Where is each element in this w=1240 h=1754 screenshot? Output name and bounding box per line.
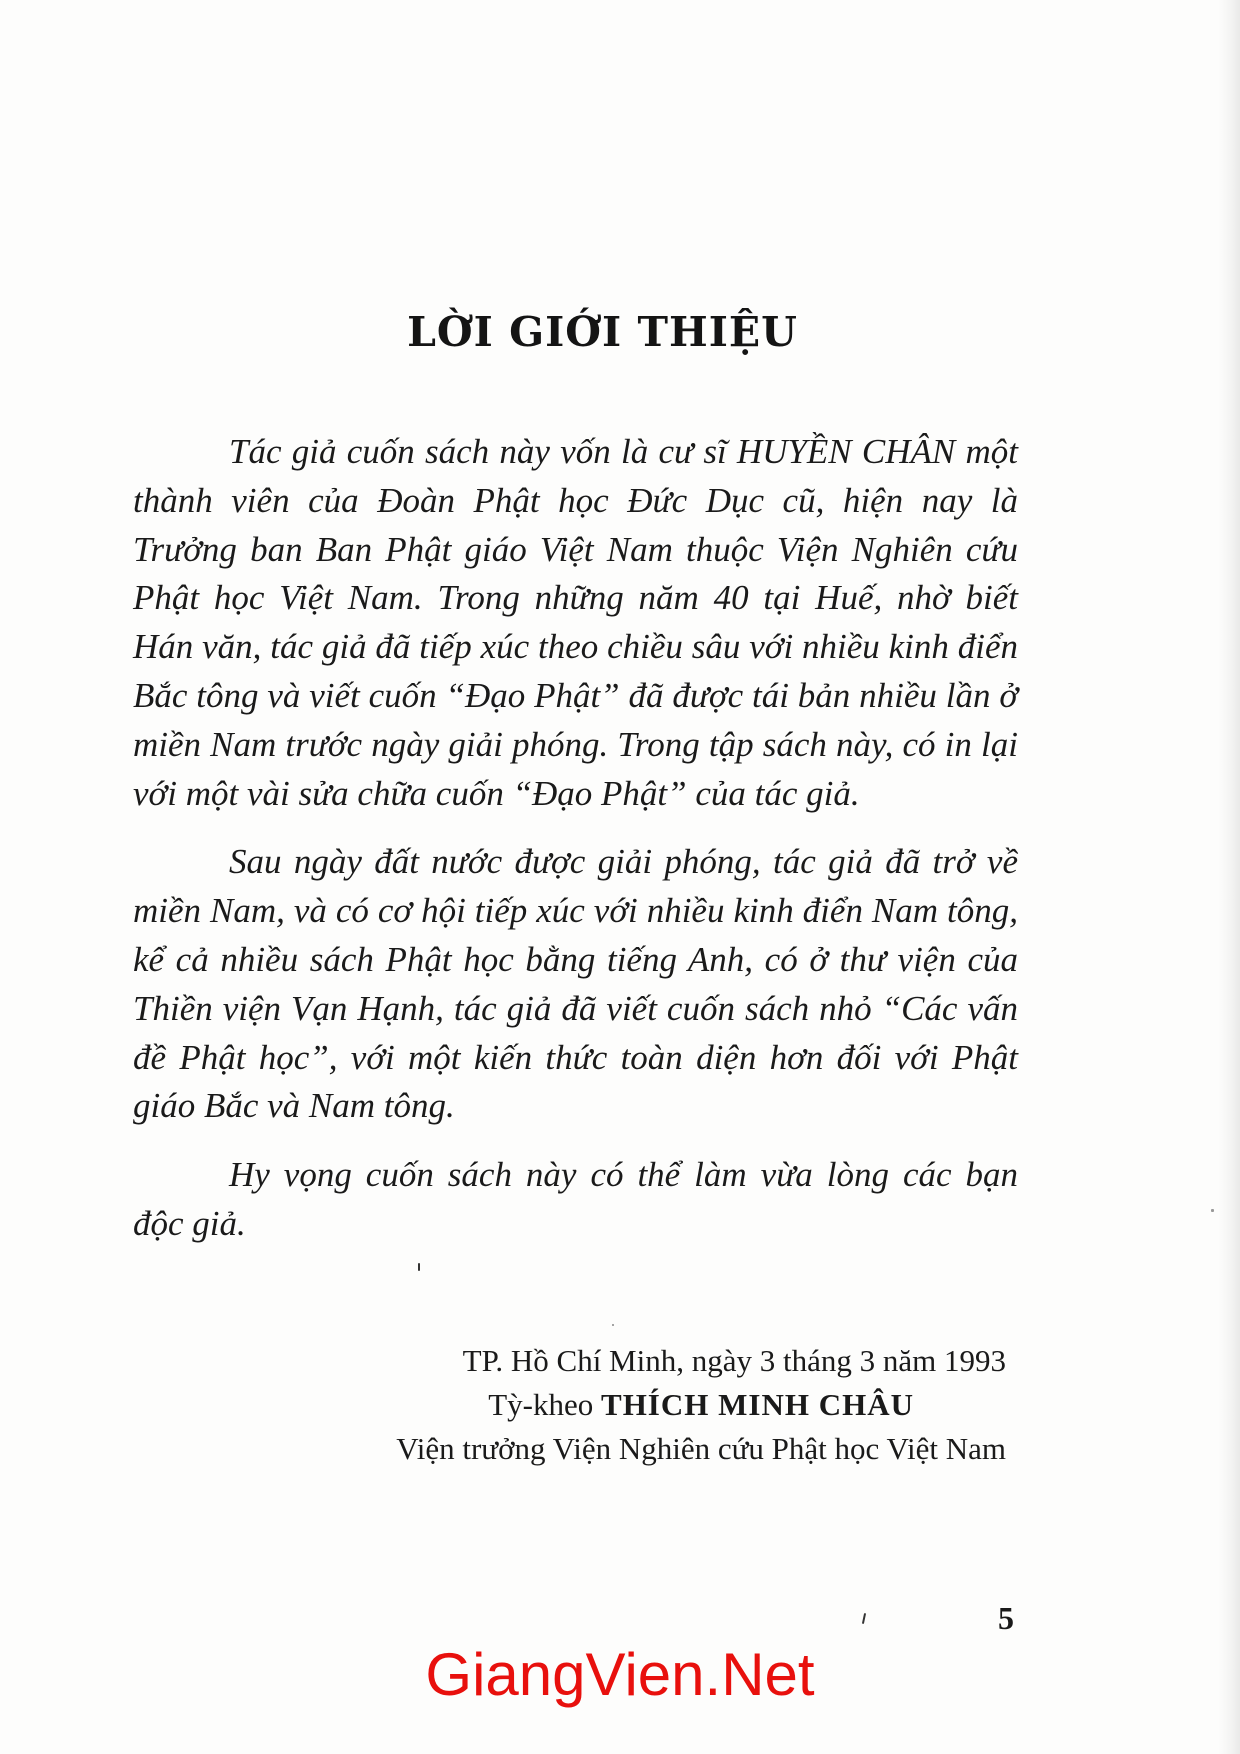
body-text xyxy=(133,428,1018,1269)
scan-speck xyxy=(612,1324,614,1326)
page-title: LỜI GIỚI THIỆU xyxy=(407,308,798,356)
watermark: GiangVien.Net xyxy=(425,1641,815,1708)
signature-block xyxy=(396,1339,1006,1471)
scan-speck xyxy=(1211,1209,1214,1212)
page-edge-shadow xyxy=(1218,0,1240,1754)
paragraph-1: Tác giả cuốn sách này vốn là cư sĩ HUYỀN CHÂN một thành viên của Đoàn Phật học Đức Dục cũ, hiện nay là Trưởng ban Ban Phật giáo Việt Nam thuộc Viện Nghiên cứu Phật học Việt Nam. Trong những năm 40 tại Huế, nhờ biết Hán văn, tác giả đã tiếp xúc theo chiều sâu với nhiều kinh điển Bắc tông và viết cuốn “Đạo Phật” đã được tái bản nhiều lần ở miền Nam trước ngày giải phóng. Trong tập sách này, có in lại với một vài sửa chữa cuốn “Đạo Phật” của tác giả. xyxy=(133,432,1018,813)
signer-position: Viện trưởng Viện Nghiên cứu Phật học Việt Nam xyxy=(396,1431,1006,1466)
signer-rank: Tỳ-kheo xyxy=(488,1387,594,1422)
page-number: 5 xyxy=(998,1600,1014,1636)
signer-name: THÍCH MINH CHÂU xyxy=(601,1387,914,1422)
signer-line xyxy=(396,1383,1006,1427)
place-date: TP. Hồ Chí Minh, ngày 3 tháng 3 năm 1993 xyxy=(462,1343,1006,1378)
paragraph-3: Hy vọng cuốn sách này có thể làm vừa lòng các bạn độc giả. xyxy=(133,1155,1018,1243)
paragraph-2: Sau ngày đất nước được giải phóng, tác giả đã trở về miền Nam, và có cơ hội tiếp xúc với nhiều kinh điển Nam tông, kể cả nhiều sách Phật học bằng tiếng Anh, có ở thư viện của Thiền viện Vạn Hạnh, tác giả đã viết cuốn sách nhỏ “Các vấn đề Phật học”, với một kiến thức toàn diện hơn đối với Phật giáo Bắc và Nam tông. xyxy=(133,842,1018,1126)
scan-speck xyxy=(418,1263,420,1271)
scan-speck xyxy=(862,1613,866,1624)
